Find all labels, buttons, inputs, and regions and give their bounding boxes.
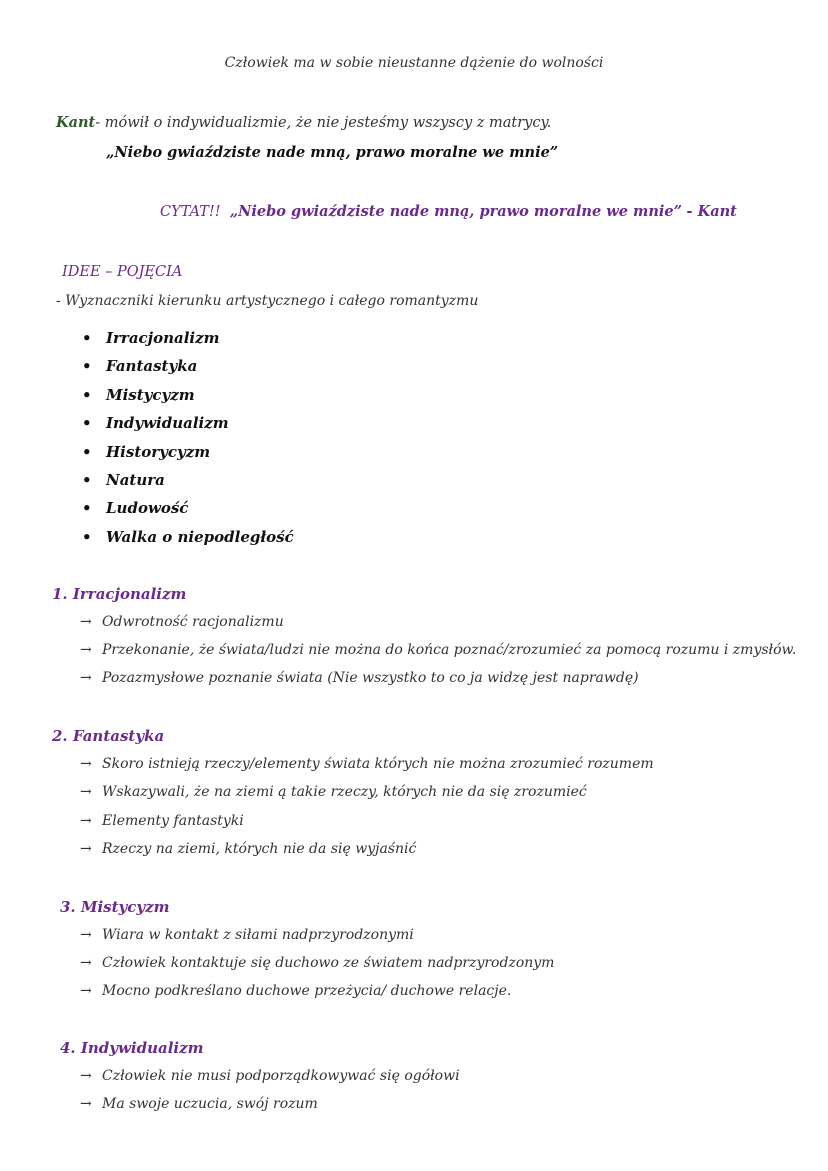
section-item-text: Rzeczy na ziemi, których nie da się wyjaśnić	[102, 841, 417, 857]
kant-name: Kant	[56, 114, 96, 131]
list-item	[82, 352, 294, 380]
quote-author: - Kant	[686, 203, 737, 220]
list-item	[82, 381, 294, 409]
section-item	[80, 614, 284, 630]
section-heading-mistycyzm: 3. Mistycyzm	[60, 898, 170, 916]
section-item	[80, 642, 796, 658]
section-heading-indywidualizm: 4. Indywidualizm	[60, 1039, 204, 1057]
list-item	[82, 409, 294, 437]
list-item	[82, 438, 294, 466]
section-item	[80, 927, 414, 943]
quote-label: CYTAT!!	[160, 204, 221, 220]
quote-text: „Niebo gwiaździste nade mną, prawo moralne we mnie”	[229, 203, 682, 220]
list-item-label: Irracjonalizm	[106, 329, 220, 347]
arrow-right-icon: →	[80, 813, 92, 829]
section-item	[80, 1068, 460, 1084]
arrow-right-icon: →	[80, 983, 92, 999]
bullet-icon: •	[82, 470, 92, 489]
section-item-text: Człowiek kontaktuje się duchowo ze światem nadprzyrodzonym	[102, 955, 555, 971]
section-item-text: Wskazywali, że na ziemi ą takie rzeczy, których nie da się zrozumieć	[102, 784, 587, 800]
list-item-label: Fantastyka	[106, 357, 198, 376]
list-item-label: Ludowość	[106, 499, 189, 518]
section-item	[80, 670, 639, 686]
ideas-subtitle: - Wyznaczniki kierunku artystycznego i całego romantyzmu	[56, 293, 479, 309]
arrow-right-icon: →	[80, 955, 92, 971]
bullet-icon: •	[82, 414, 92, 433]
arrow-right-icon: →	[80, 1068, 92, 1084]
bullet-icon: •	[82, 329, 92, 347]
arrow-right-icon: →	[80, 927, 92, 943]
section-item	[80, 756, 654, 772]
arrow-right-icon: →	[80, 1096, 92, 1112]
section-item-text: Ma swoje uczucia, swój rozum	[102, 1096, 318, 1112]
section-item	[80, 841, 416, 857]
section-item	[80, 983, 511, 999]
list-item	[82, 494, 294, 522]
page-title: Człowiek ma w sobie nieustanne dążenie do wolności	[224, 55, 604, 71]
kant-quote: „Niebo gwiaździste nade mną, prawo moralne we mnie”	[106, 144, 559, 161]
bullet-icon: •	[82, 357, 92, 376]
section-item	[80, 1096, 318, 1112]
arrow-right-icon: →	[80, 756, 92, 772]
arrow-right-icon: →	[80, 841, 92, 857]
section-item-text: Pozazmysłowe poznanie świata (Nie wszystko to co ja widzę jest naprawdę)	[102, 670, 639, 686]
section-item	[80, 813, 244, 829]
section-item-text: Mocno podkreślano duchowe przeżycia/ duchowe relacje.	[102, 983, 512, 999]
quote-callout	[160, 203, 737, 220]
arrow-right-icon: →	[80, 614, 92, 630]
section-item-text: Przekonanie, że świata/ludzi nie można do końca poznać/zrozumieć za pomocą rozumu i zmysłów.	[102, 642, 797, 658]
list-item-label: Indywidualizm	[106, 414, 229, 433]
section-heading-irracjonalizm: 1. Irracjonalizm	[52, 585, 187, 603]
list-item-label: Natura	[106, 470, 165, 489]
section-item-text: Odwrotność racjonalizmu	[102, 614, 284, 630]
section-heading-fantastyka: 2. Fantastyka	[52, 727, 165, 745]
bullet-icon: •	[82, 385, 92, 404]
kant-text: - mówił o indywidualizmie, że nie jesteśmy wszyscy z matrycy.	[95, 115, 552, 131]
section-item-text: Wiara w kontakt z siłami nadprzyrodzonymi	[102, 927, 414, 943]
section-item-text: Skoro istnieją rzeczy/elementy świata których nie można zrozumieć rozumem	[102, 756, 654, 772]
arrow-right-icon: →	[80, 642, 92, 658]
list-item	[82, 466, 294, 494]
ideas-list	[82, 324, 294, 551]
list-item-label: Mistycyzm	[106, 385, 195, 404]
ideas-heading: IDEE – POJĘCIA	[62, 264, 183, 280]
list-item-label: Walka o niepodległość	[106, 527, 294, 546]
kant-line	[56, 114, 551, 131]
list-item-label: Historycyzm	[106, 442, 211, 461]
bullet-icon: •	[82, 499, 92, 518]
list-item	[82, 324, 294, 352]
list-item	[82, 523, 294, 551]
bullet-icon: •	[82, 442, 92, 461]
arrow-right-icon: →	[80, 784, 92, 800]
section-item	[80, 784, 587, 800]
section-item	[80, 955, 554, 971]
bullet-icon: •	[82, 527, 92, 546]
arrow-right-icon: →	[80, 670, 92, 686]
section-item-text: Człowiek nie musi podporządkowywać się ogółowi	[102, 1068, 460, 1084]
section-item-text: Elementy fantastyki	[102, 813, 244, 829]
